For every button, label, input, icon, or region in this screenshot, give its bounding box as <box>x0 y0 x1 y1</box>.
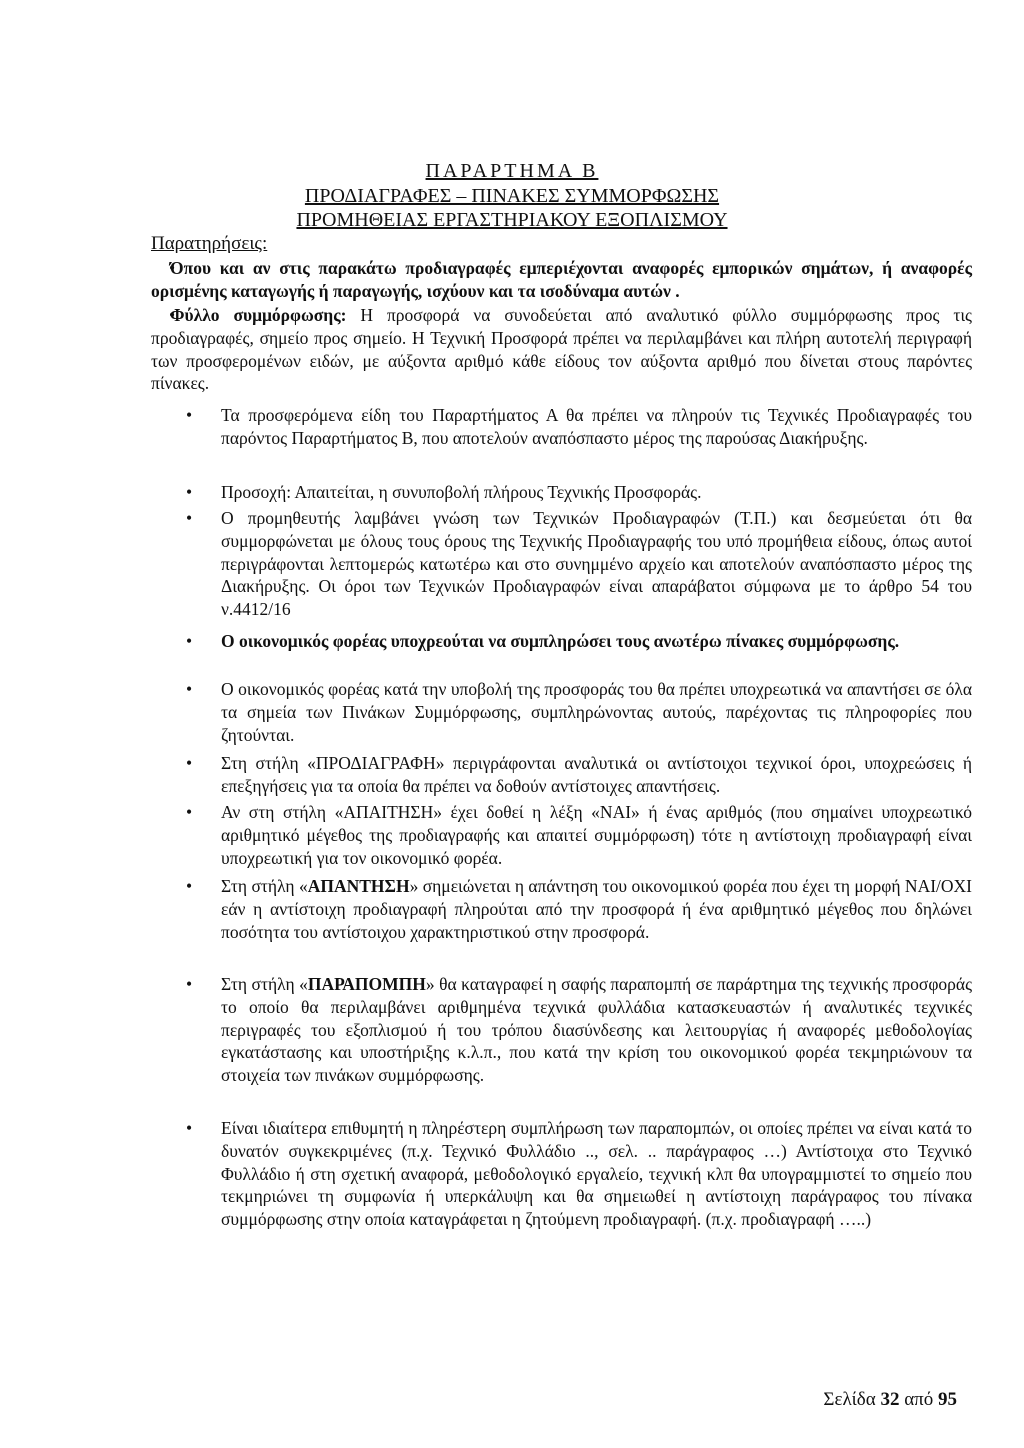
page-number: 32 <box>880 1389 900 1410</box>
observations-label: Παρατηρήσεις: <box>151 233 268 254</box>
page-footer <box>823 1389 957 1411</box>
list-item: • Ο οικονομικός φορέας υποχρεούται να συμπληρώσει τους ανωτέρω πίνακες συμμόρφωσης. <box>221 630 972 653</box>
of-label: από <box>904 1389 934 1410</box>
list-item: • Ο οικονομικός φορέας κατά την υποβολή της προσφοράς του θα πρέπει υποχρεωτικά να απαντήσει σε όλα τα σημεία των Πινάκων Συμμόρφωσης, συμπληρώνοντας αυτούς, παρέχοντας τις πληροφορίες που ζητούνται. <box>221 678 972 746</box>
page-label: Σελίδα <box>823 1389 876 1410</box>
list-item: • Αν στη στήλη «ΑΠΑΙΤΗΣΗ» έχει δοθεί η λέξη «ΝΑΙ» ή ένας αριθμός (που σημαίνει υποχρεωτικό αριθμητικό μέγεθος της προδιαγραφής και απαιτεί συμμόρφωση) τότε η αντίστοιχη προδιαγραφή είναι υποχρεωτική για τον οικονομικό φορέα. <box>221 801 972 869</box>
appendix-title: ΠΑΡΑΡΤΗΜΑ Β <box>425 160 599 182</box>
total-pages: 95 <box>938 1389 957 1410</box>
list-item: • Προσοχή: Απαιτείται, η συνυποβολή πλήρους Τεχνικής Προσφοράς. <box>221 481 972 504</box>
list-item: • Στη στήλη «ΠΑΡΑΠΟΜΠΗ» θα καταγραφεί η σαφής παραπομπή σε παράρτημα της τεχνικής προσφοράς το οποίο θα περιλαμβάνει αριθμημένα τεχνικά φυλλάδια κατασκευαστών ή αναλυτικές τεχνικές περιγραφές του εξοπλισμού ή του τρόπου διασύνδεσης και λειτουργίας ή αναφορές μεθοδολογίας εγκατάστασης και υποστήριξης κ.λ.π., που κατά την κρίση του οικονομικού φορέα τεκμηριώνουν τα στοιχεία των πινάκων συμμόρφωσης. <box>221 973 972 1087</box>
specifications-title: ΠΡΟΔΙΑΓΡΑΦΕΣ – ΠΙΝΑΚΕΣ ΣΥΜΜΟΡΦΩΣΗΣ <box>304 185 720 207</box>
procurement-title: ΠΡΟΜΗΘΕΙΑΣ ΕΡΓΑΣΤΗΡΙΑΚΟΥ ΕΞΟΠΛΙΣΜΟΥ <box>296 209 728 231</box>
list-item: • Είναι ιδιαίτερα επιθυμητή η πληρέστερη συμπλήρωση των παραπομπών, οι οποίες πρέπει να είναι κατά το δυνατόν συγκεκριμένες (π.χ. Τεχνικό Φυλλάδιο .., σελ. .. παράγραφος …) Αντίστοιχα στο Τεχνικό Φυλλάδιο ή στη σχετική αναφορά, μεθοδολογικό εργαλείο, τεχνική κλπ θα υπογραμμιστεί το σημείο που τεκμηριώνει τη συμφωνία ή υπερκάλυψη και θα σημειωθεί η αντίστοιχη παράγραφος του πίνακα συμμόρφωσης στην οποία καταγράφεται η ζητούμενη προδιαγραφή. (π.χ. προδιαγραφή …..) <box>221 1117 972 1231</box>
list-item: • Ο προμηθευτής λαμβάνει γνώση των Τεχνικών Προδιαγραφών (Τ.Π.) και δεσμεύεται ότι θα συμμορφώνεται με όλους τους όρους της Τεχνικής Προδιαγραφής του υπό προμήθεια είδους, όπως αυτοί περιγράφονται λεπτομερώς κατωτέρω και στο συνημμένο αρχείο και αποτελούν αναπόσπαστο μέρος της Διακήρυξης. Οι όροι των Τεχνικών Προδιαγραφών είναι απαράβατοι σύμφωνα με το άρθρο 54 του ν.4412/16 <box>221 507 972 621</box>
list-item: • Φύλλο συμμόρφωσης: Η προσφορά να συνοδεύεται από αναλυτικό φύλλο συμμόρφωσης προς τις προδιαγραφές, σημείο προς σημείο. Η Τεχνική Προσφορά πρέπει να περιλαμβάνει και πλήρη αυτοτελή περιγραφή των προσφερομένων ειδών, με αύξοντα αριθμό κάθε είδους τον αύξοντα αριθμό που δίνεται στους παρόντες πίνακες. <box>151 304 972 395</box>
list-item: • Τα προσφερόμενα είδη του Παραρτήματος Α θα πρέπει να πληρούν τις Τεχνικές Προδιαγραφές του παρόντος Παραρτήματος Β, που αποτελούν αναπόσπαστο μέρος της παρούσας Διακήρυξης. <box>221 404 972 450</box>
list-item: • Όπου και αν στις παρακάτω προδιαγραφές εμπεριέχονται αναφορές εμπορικών σημάτων, ή αναφορές ορισμένης καταγωγής ή παραγωγής, ισχύουν και τα ισοδύναμα αυτών . <box>151 257 972 303</box>
list-item: • Στη στήλη «ΑΠΑΝΤΗΣΗ» σημειώνεται η απάντηση του οικονομικού φορέα που έχει τη μορφή ΝΑΙ/ΟΧΙ εάν η αντίστοιχη προδιαγραφή πληρούται από την προσφορά ή ένα αριθμητικό μέγεθος που δηλώνει ποσότητα του αντίστοιχου χαρακτηριστικού στην προσφορά. <box>221 875 972 943</box>
list-item: • Στη στήλη «ΠΡΟΔΙΑΓΡΑΦΗ» περιγράφονται αναλυτικά οι αντίστοιχοι τεχνικοί όροι, υποχρεώσεις ή επεξηγήσεις για τα οποία θα πρέπει να δοθούν αντίστοιχες απαντήσεις. <box>221 752 972 798</box>
